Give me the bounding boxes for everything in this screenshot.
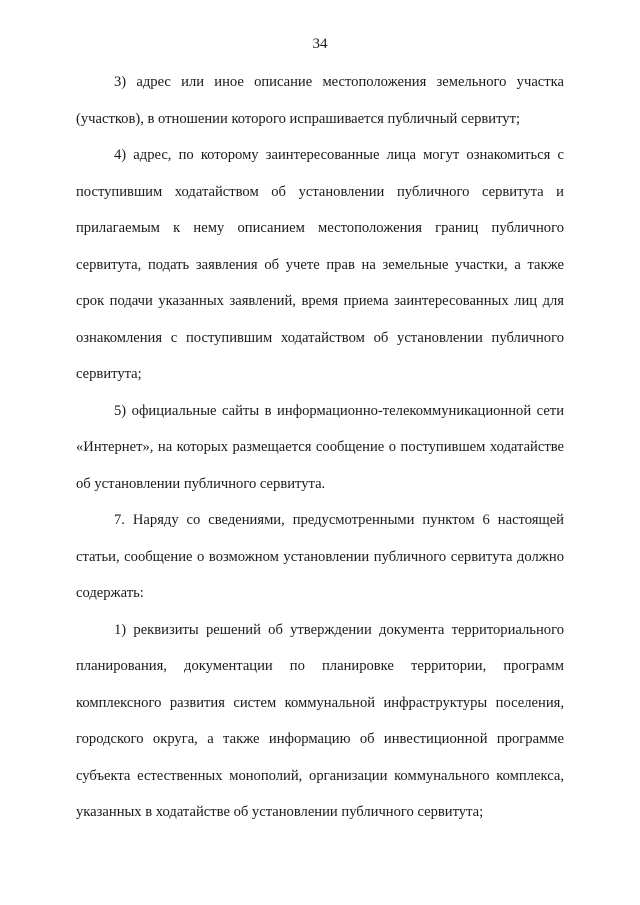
- document-body: [76, 64, 564, 831]
- paragraph-item-1: 1) реквизиты решений об утверждении документа территориального планирования, документации по планировке территории, программ комплексного развития систем коммунальной инфраструктуры поселения, городского округа, а также информацию об инвестиционной программе субъекта естественных монополий, организации коммунального комплекса, указанных в ходатайстве об установлении публичного сервитута;: [76, 621, 564, 820]
- paragraph-item-3: 3) адрес или иное описание местоположения земельного участка (участков), в отношении которого испрашивается публичный сервитут;: [76, 74, 564, 127]
- paragraph-point-7: 7. Наряду со сведениями, предусмотренными пунктом 6 настоящей статьи, сообщение о возможном установлении публичного сервитута должно содержать:: [76, 512, 564, 601]
- page-number: 34: [312, 36, 328, 52]
- paragraph-item-4: 4) адрес, по которому заинтересованные лица могут ознакомиться с поступившим ходатайством об установлении публичного сервитута и прилагаемым к нему описанием местоположения границ публичного сервитута, подать заявления об учете прав на земельные участки, а также срок подачи указанных заявлений, время приема заинтересованных лиц для ознакомления с поступившим ходатайством об установлении публичного сервитута;: [76, 147, 564, 382]
- paragraph-item-5: 5) официальные сайты в информационно-телекоммуникационной сети «Интернет», на которых размещается сообщение о поступившем ходатайстве об установлении публичного сервитута.: [76, 402, 564, 492]
